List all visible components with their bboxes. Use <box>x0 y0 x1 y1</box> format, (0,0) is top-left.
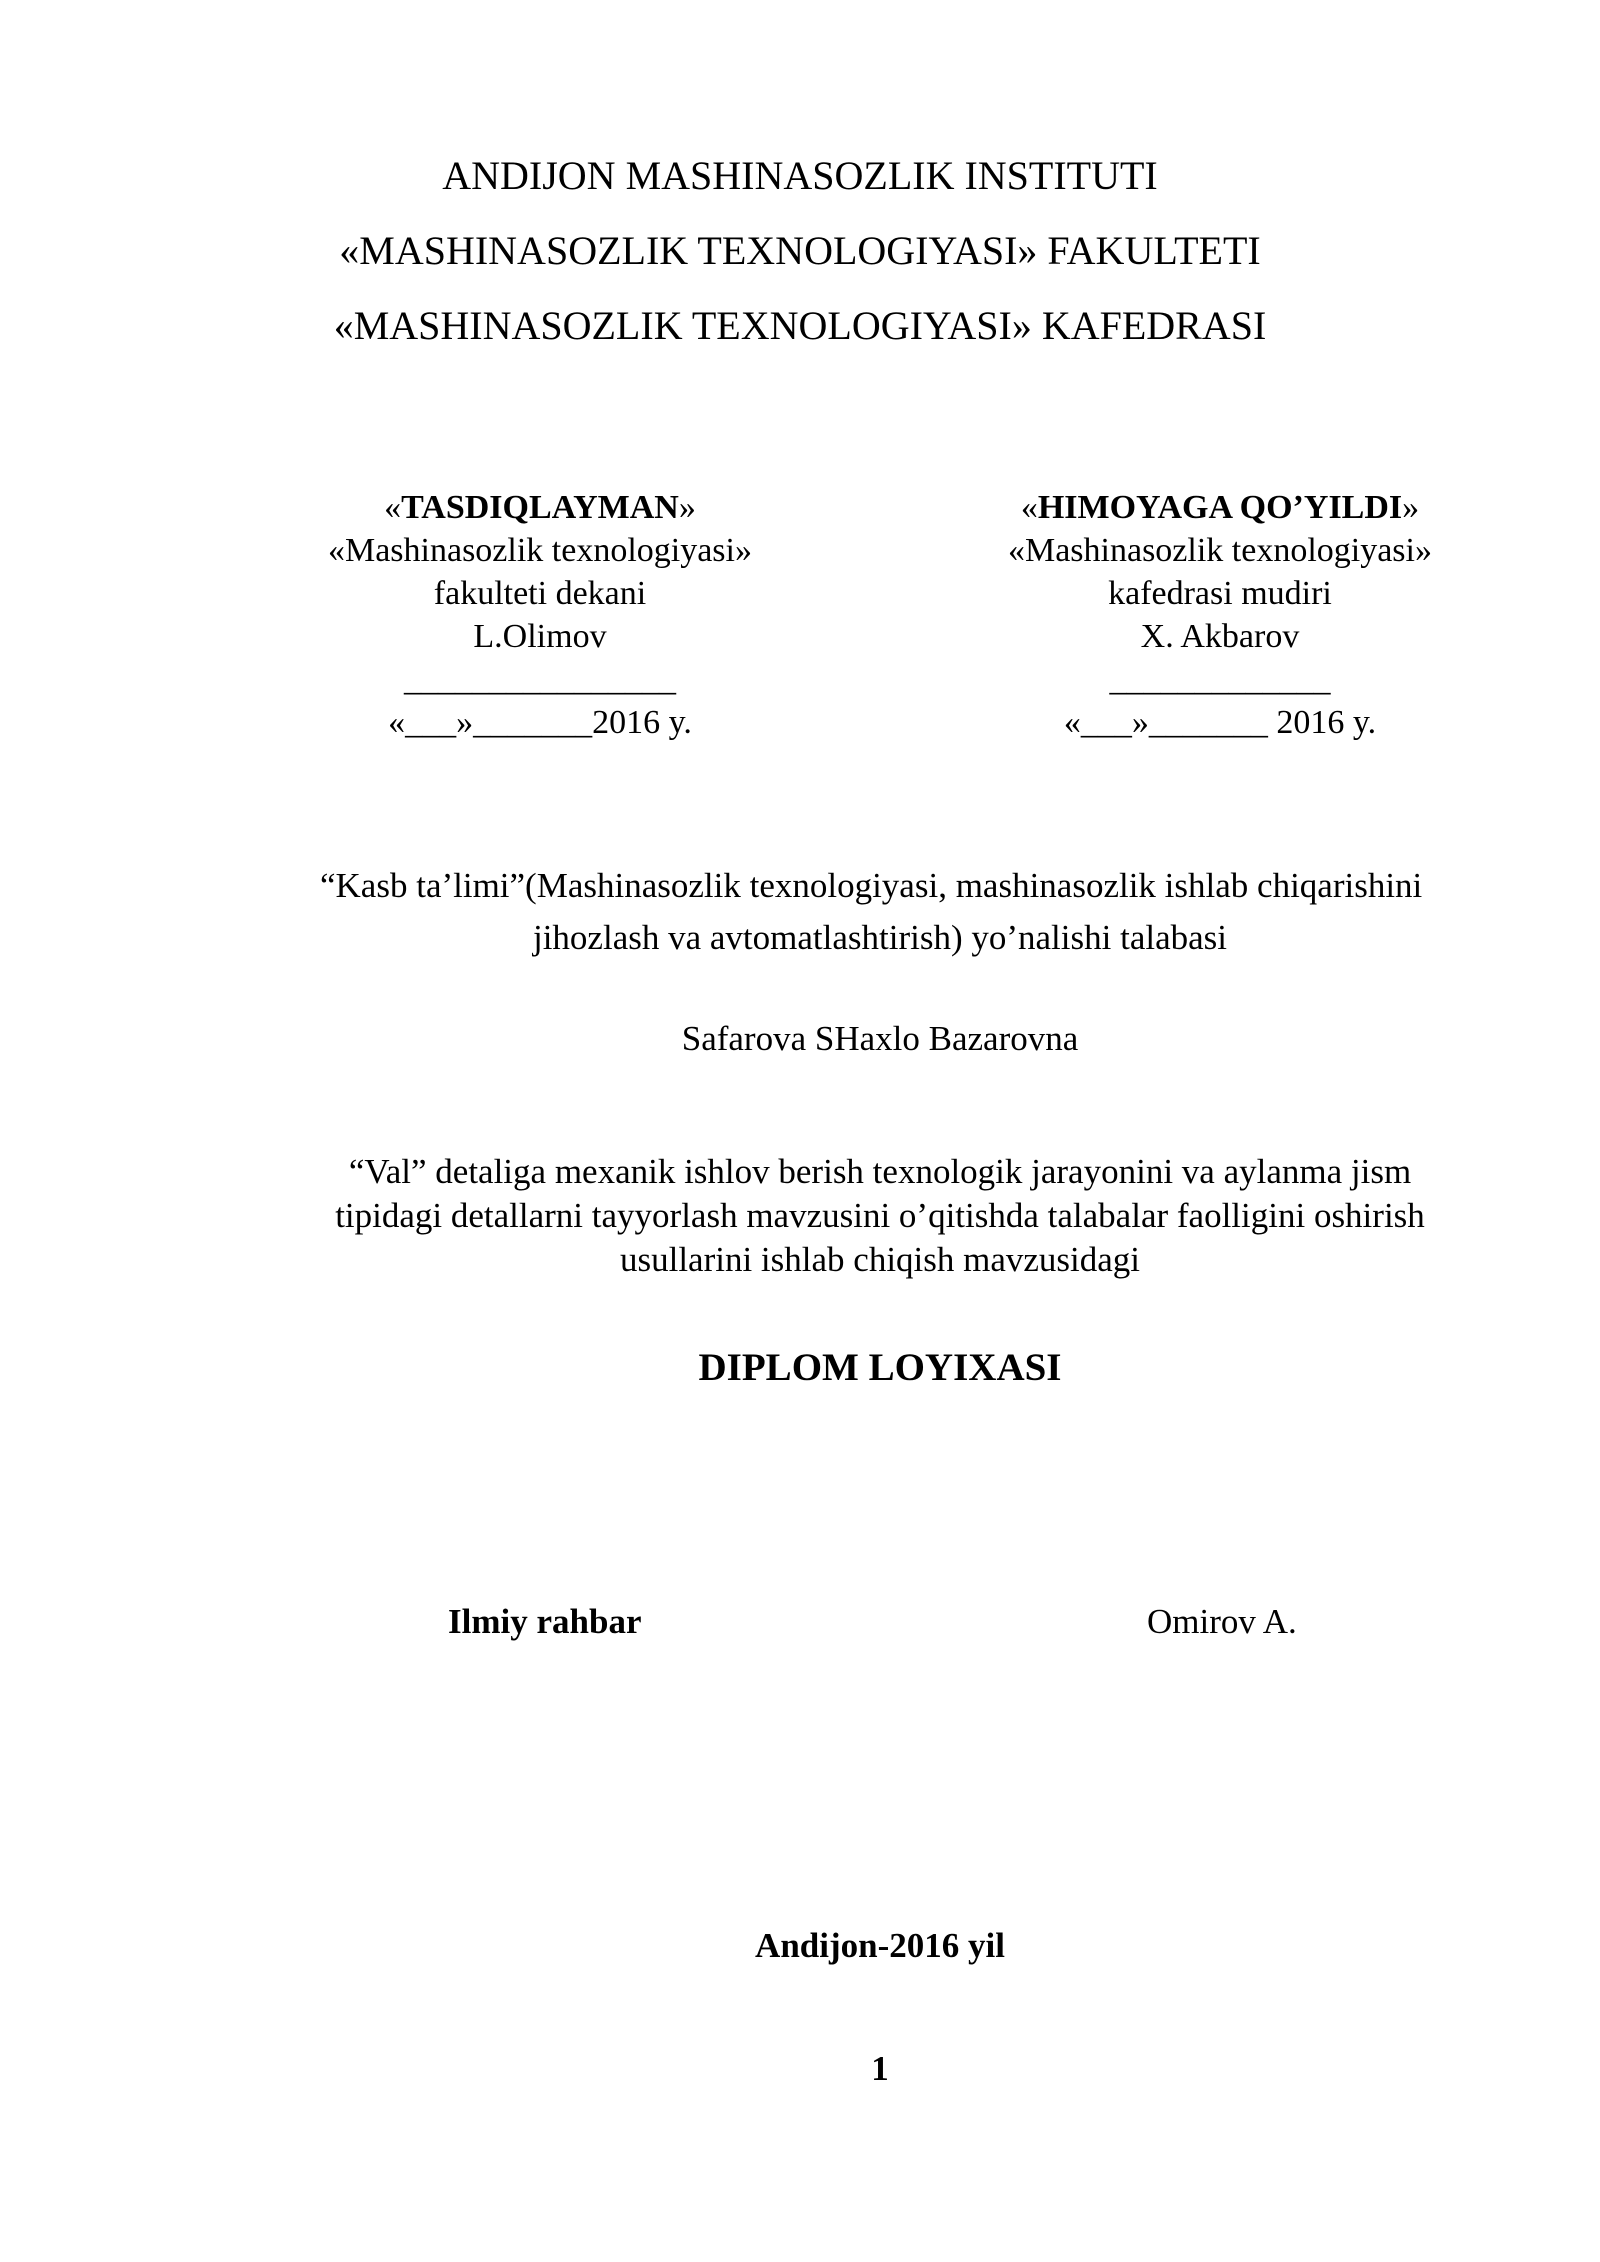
topic-line1: “Val” detaliga mexanik ishlov berish texnologik jarayonini va aylanma jism <box>348 1152 1412 1191</box>
supervisor-label: Ilmiy rahbar <box>448 1602 642 1641</box>
approval-left-signer: L.Olimov <box>473 618 607 655</box>
document-title: DIPLOM LOYIXASI <box>698 1346 1062 1389</box>
approval-right-signer: X. Akbarov <box>1140 618 1300 655</box>
approval-left-line2: fakulteti dekani <box>433 575 647 612</box>
approval-left-line1: «Mashinasozlik texnologiyasi» <box>327 532 752 569</box>
student-name: Safarova SHaxlo Bazarovna <box>681 1019 1079 1058</box>
page-number: 1 <box>871 2049 889 2088</box>
approval-left-title: «TASDIQLAYMAN» <box>384 489 696 526</box>
approval-left-date: «___»_______2016 y. <box>388 704 692 741</box>
approval-block-left <box>240 486 840 744</box>
approval-block-right <box>920 486 1520 744</box>
approval-left-signature-line: ________________ <box>404 661 676 698</box>
place-year: Andijon-2016 yil <box>755 1926 1005 1965</box>
topic-line3: usullarini ishlab chiqish mavzusidagi <box>619 1240 1141 1279</box>
direction-line2: jihozlash va avtomatlashtirish) yo’nalishi talabasi <box>532 918 1227 957</box>
direction-line1: “Kasb ta’limi”(Mashinasozlik texnologiyasi, mashinasozlik ishlab chiqarishini <box>320 866 1423 905</box>
approval-right-title: «HIMOYAGA QO’YILDI» <box>1020 489 1420 526</box>
approval-right-date: «___»_______ 2016 y. <box>1063 704 1377 741</box>
approval-right-line2: kafedrasi mudiri <box>1108 575 1332 612</box>
approval-right-line1: «Mashinasozlik texnologiyasi» <box>1007 532 1432 569</box>
approval-right-signature-line: _____________ <box>1109 661 1331 698</box>
supervisor-name: Omirov A. <box>1147 1602 1297 1641</box>
institute-name: ANDIJON MASHINASOZLIK INSTITUTI <box>442 153 1158 198</box>
faculty-name: «MASHINASOZLIK TEXNOLOGIYASI» FAKULTETI <box>339 228 1261 273</box>
department-name: «MASHINASOZLIK TEXNOLOGIYASI» KAFEDRASI <box>333 303 1267 348</box>
topic-line2: tipidagi detallarni tayyorlash mavzusini o’qitishda talabalar faolligini oshirish <box>335 1196 1425 1235</box>
